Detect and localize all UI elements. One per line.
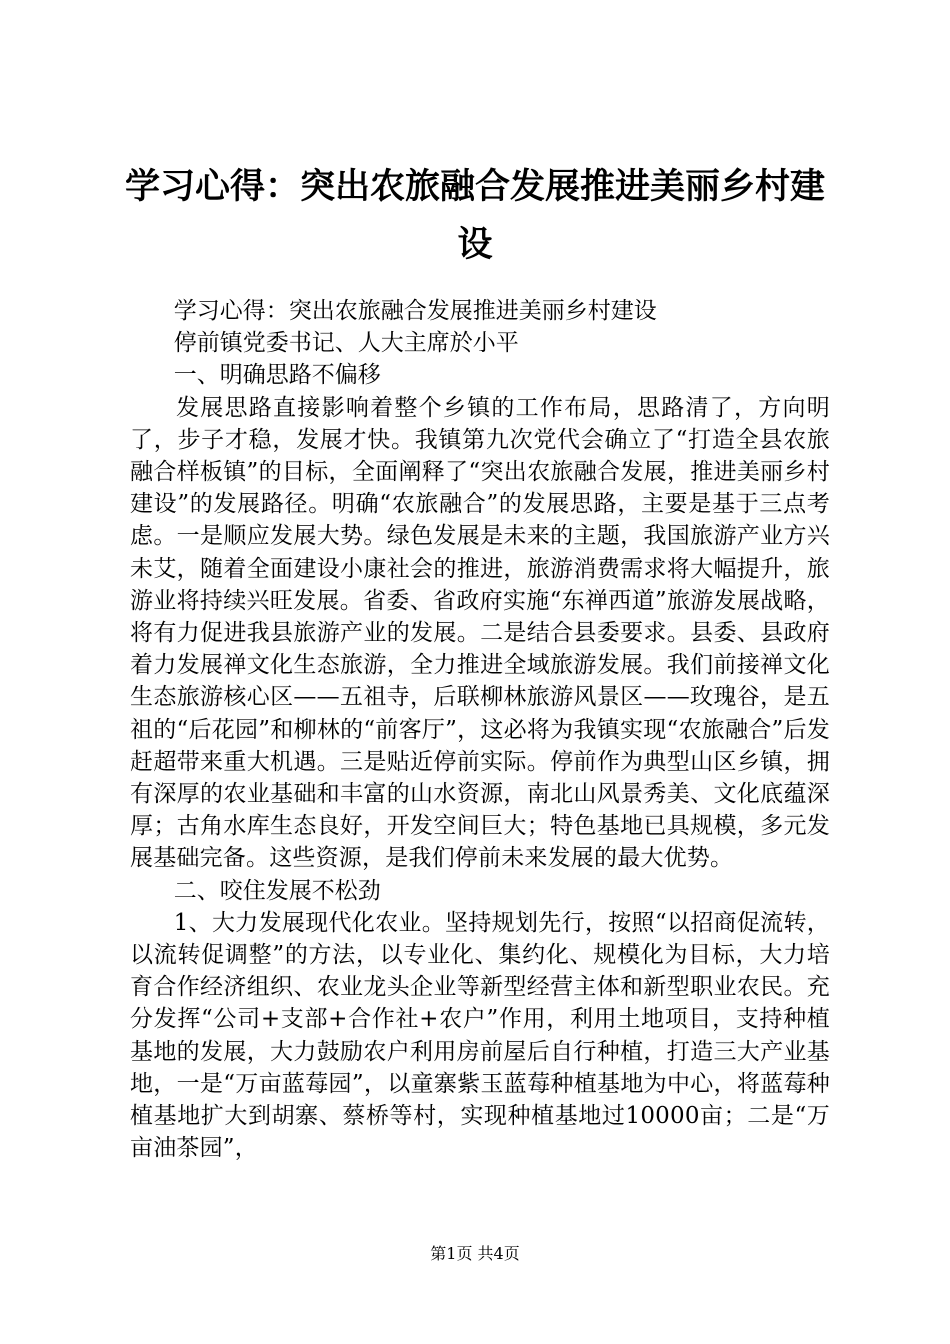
document-title: 学习心得：突出农旅融合发展推进美丽乡村建设	[124, 167, 825, 265]
document-subtitle: 学习心得：突出农旅融合发展推进美丽乡村建设	[173, 298, 657, 324]
document-author: 停前镇党委书记、人大主席於小平	[173, 330, 519, 357]
page-footer	[0, 1244, 950, 1264]
page-indicator: 第1页 共4页	[430, 1244, 520, 1263]
document-body	[130, 295, 830, 1164]
section-heading-1: 一、明确思路不偏移	[173, 362, 381, 389]
paragraph-2: 1、大力发展现代化农业。坚持规划先行，按照“以招商促流转，以流转促调整”的方法，以专业化、集约化、规模化为目标，大力培育合作经济组织、农业龙头企业等新型经营主体和新型职业农民。充分发挥“公司+支部+合作社+农户”作用，利用土地项目，支持种植基地的发展，大力鼓励农户利用房前屋后自行种植，打造三大产业基地，一是“万亩蓝莓园”，以童寨紫玉蓝莓种植基地为中心，将蓝莓种植基地扩大到胡寨、蔡桥等村，实现种植基地过10000亩；二是“万亩油茶园”，	[130, 909, 830, 1162]
section-heading-2: 二、咬住发展不松劲	[173, 877, 381, 904]
paragraph-1: 发展思路直接影响着整个乡镇的工作布局，思路清了，方向明了，步子才稳，发展才快。我镇第九次党代会确立了“打造全县农旅融合样板镇”的目标，全面阐释了“突出农旅融合发展，推进美丽乡村建设”的发展路径。明确“农旅融合”的发展思路，主要是基于三点考虑。一是顺应发展大势。绿色发展是未来的主题，我国旅游产业方兴未艾，随着全面建设小康社会的推进，旅游消费需求将大幅提升，旅游业将持续兴旺发展。省委、省政府实施“东禅西道”旅游发展战略，将有力促进我县旅游产业的发展。二是结合县委要求。县委、县政府着力发展禅文化生态旅游，全力推进全域旅游发展。我们前接禅文化生态旅游核心区——五祖寺，后联柳林旅游风景区——玫瑰谷，是五祖的“后花园”和柳林的“前客厅”，这必将为我镇实现“农旅融合”后发赶超带来重大机遇。三是贴近停前实际。停前作为典型山区乡镇，拥有深厚的农业基础和丰富的山水资源，南北山风景秀美、文化底蕴深厚；古角水库生态良好，开发空间巨大；特色基地已具规模，多元发展基础完备。这些资源，是我们停前未来发展的最大优势。	[130, 394, 830, 872]
